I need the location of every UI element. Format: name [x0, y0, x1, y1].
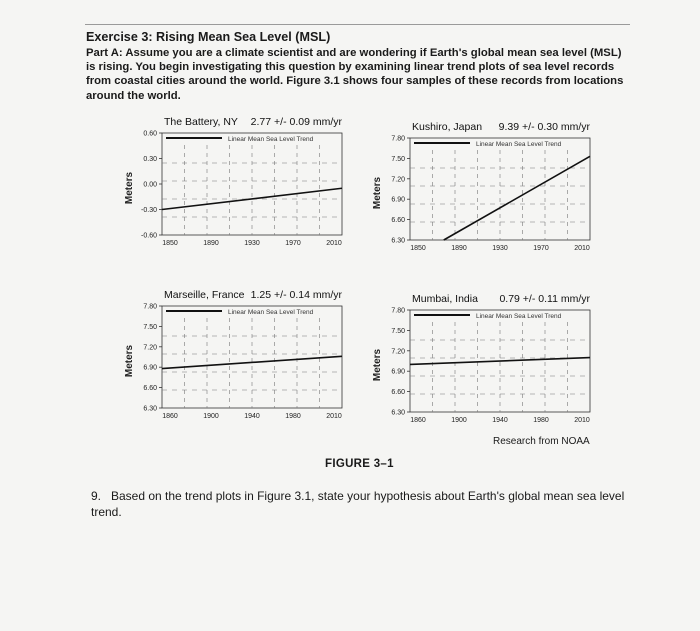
- y-tick-label: 6.60: [391, 389, 405, 397]
- y-tick-label: 6.90: [391, 368, 405, 376]
- x-tick-label: 1890: [451, 245, 467, 252]
- y-tick-label: 7.80: [391, 135, 405, 143]
- y-axis-label: Meters: [372, 176, 383, 210]
- trend-line: [444, 156, 590, 240]
- figure-source: Research from NOAA: [493, 436, 590, 447]
- y-tick-label: 6.60: [391, 217, 405, 225]
- x-tick-label: 2010: [326, 413, 342, 420]
- chart-mumbai: [368, 292, 628, 442]
- chart-location-title: Kushiro, Japan: [412, 121, 483, 133]
- x-tick-label: 1930: [492, 245, 508, 252]
- y-tick-label: 0.60: [143, 130, 157, 138]
- x-tick-label: 1890: [203, 240, 219, 247]
- y-tick-label: -0.30: [141, 207, 157, 214]
- x-tick-label: 1850: [162, 240, 178, 247]
- x-tick-label: 1860: [162, 413, 178, 420]
- chart-location-title: The Battery, NY: [164, 116, 238, 128]
- chart-kushiro-svg: [368, 120, 628, 270]
- chart-rate-label: 9.39 +/- 0.30 mm/yr: [498, 121, 590, 133]
- question-number: 9.: [91, 489, 102, 503]
- y-tick-label: 6.60: [143, 385, 157, 393]
- y-tick-label: 7.20: [143, 344, 157, 352]
- y-tick-label: 7.50: [143, 323, 157, 331]
- y-tick-label: 0.00: [143, 181, 157, 189]
- chart-battery-svg: [120, 115, 380, 265]
- x-tick-label: 1970: [285, 240, 301, 247]
- chart-rate-label: 1.25 +/- 0.14 mm/yr: [250, 289, 342, 301]
- x-tick-label: 1850: [410, 245, 426, 252]
- chart-kushiro: [368, 120, 628, 270]
- x-tick-label: 2010: [574, 417, 590, 424]
- x-tick-label: 1970: [533, 245, 549, 252]
- y-tick-label: 6.30: [391, 237, 405, 245]
- chart-location-title: Mumbai, India: [412, 293, 478, 305]
- y-axis-label: Meters: [124, 171, 135, 205]
- legend-label: Linear Mean Sea Level Trend: [228, 136, 314, 143]
- x-tick-label: 1940: [244, 413, 260, 420]
- chart-rate-label: 0.79 +/- 0.11 mm/yr: [499, 293, 590, 305]
- x-tick-label: 1900: [203, 413, 219, 420]
- chart-mumbai-svg: [368, 292, 628, 442]
- y-tick-label: -0.60: [141, 232, 157, 240]
- chart-battery: [120, 115, 380, 265]
- chart-rate-label: 2.77 +/- 0.09 mm/yr: [250, 116, 342, 128]
- exercise-title: Exercise 3: Rising Mean Sea Level (MSL): [86, 30, 331, 44]
- y-axis-label: Meters: [124, 344, 135, 378]
- y-tick-label: 7.20: [391, 176, 405, 184]
- y-tick-label: 6.90: [391, 196, 405, 204]
- y-tick-label: 6.90: [143, 364, 157, 372]
- x-tick-label: 2010: [574, 245, 590, 252]
- x-tick-label: 2010: [326, 240, 342, 247]
- y-tick-label: 7.80: [143, 303, 157, 311]
- x-tick-label: 1980: [285, 413, 301, 420]
- y-tick-label: 0.30: [143, 156, 157, 163]
- x-tick-label: 1980: [533, 417, 549, 424]
- chart-marseille-svg: [120, 288, 380, 438]
- x-tick-label: 1930: [244, 240, 260, 247]
- legend-label: Linear Mean Sea Level Trend: [476, 313, 562, 320]
- chart-marseille: [120, 288, 380, 438]
- x-tick-label: 1940: [492, 417, 508, 424]
- legend-label: Linear Mean Sea Level Trend: [228, 309, 314, 316]
- y-tick-label: 6.30: [391, 409, 405, 417]
- exercise-intro: Part A: Assume you are a climate scientist and are wondering if Earth's global mean sea level (MSL) is rising. You begin investigating this question by examining linear trend plots of sea level records from coastal cities around the world. Figure 3.1 shows four samples of these records from locations around the world.: [86, 47, 624, 102]
- y-tick-label: 6.30: [143, 405, 157, 413]
- y-tick-label: 7.50: [391, 155, 405, 163]
- y-tick-label: 7.50: [391, 327, 405, 335]
- y-axis-label: Meters: [372, 348, 383, 382]
- question-9: [91, 488, 651, 520]
- x-tick-label: 1860: [410, 417, 426, 424]
- y-tick-label: 7.80: [391, 307, 405, 315]
- chart-location-title: Marseille, France: [164, 289, 245, 301]
- figure-label: FIGURE 3–1: [325, 458, 394, 470]
- x-tick-label: 1900: [451, 417, 467, 424]
- top-divider: [85, 24, 630, 25]
- legend-label: Linear Mean Sea Level Trend: [476, 141, 562, 148]
- y-tick-label: 7.20: [391, 348, 405, 356]
- question-text: Based on the trend plots in Figure 3.1, state your hypothesis about Earth's global mean sea level trend.: [91, 489, 625, 519]
